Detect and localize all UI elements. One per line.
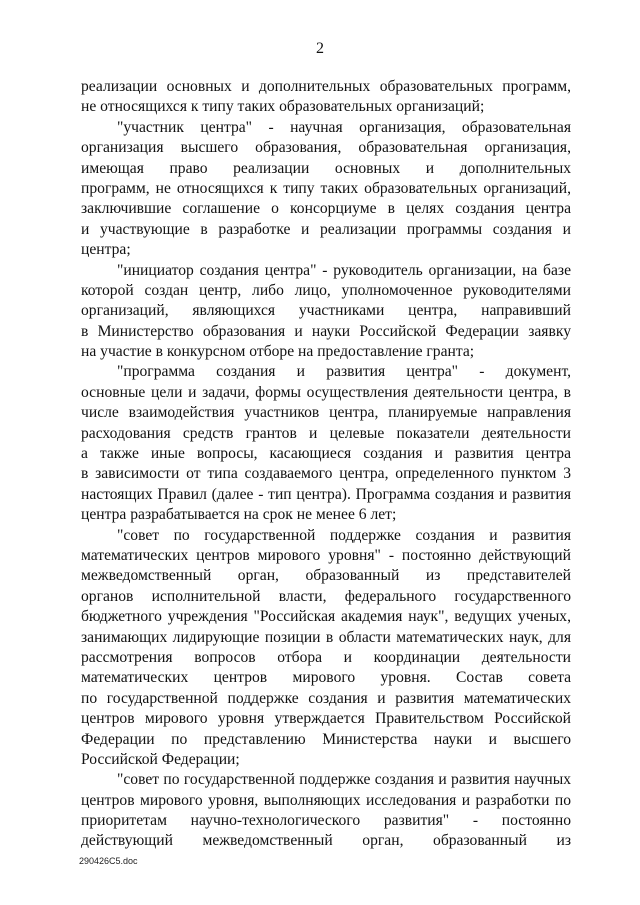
- page-number: 2: [316, 40, 324, 57]
- text-line: органов исполнительной власти, федерального государственного: [81, 587, 571, 605]
- text-line: расходования средств грантов и целевые показатели деятельности: [81, 424, 571, 442]
- text-line: Федерации по представлению Министерства науки и высшего: [81, 730, 571, 748]
- file-name-footer: 290426C5.doc: [79, 856, 138, 866]
- text-line: организаций, являющихся участниками центра, направивший: [81, 302, 571, 320]
- text-line: Российской Федерации;: [81, 750, 240, 768]
- text-line: "совет по государственной поддержке создания и развития научных: [117, 771, 571, 789]
- text-line: бюджетного учреждения "Российская академия наук", ведущих ученых,: [81, 608, 571, 626]
- text-line: центра разрабатывается на срок не менее 6 лет;: [81, 506, 397, 524]
- text-line: не относящихся к типу таких образовательных организаций;: [81, 98, 485, 116]
- document-body: [81, 77, 571, 852]
- text-line: центров мирового уровня утверждается Правительством Российской: [81, 710, 571, 728]
- text-line: математических центров мирового уровня. Состав совета: [81, 669, 571, 687]
- text-line: центра;: [81, 241, 131, 259]
- text-line: действующий межведомственный орган, образованный из: [81, 832, 571, 850]
- text-line: межведомственный орган, образованный из представителей: [81, 567, 571, 585]
- text-line: на участие в конкурсном отборе на предоставление гранта;: [81, 343, 475, 361]
- text-line: рассмотрения вопросов отбора и координации деятельности: [81, 648, 571, 666]
- text-line: реализации основных и дополнительных образовательных программ,: [81, 78, 571, 95]
- text-line: центров мирового уровня, выполняющих исследования и разработки по: [81, 791, 571, 809]
- text-line: по государственной поддержке создания и развития математических: [81, 689, 571, 707]
- text-line: в Министерство образования и науки Российской Федерации заявку: [81, 322, 571, 340]
- text-line: программ, не относящихся к типу таких образовательных организаций,: [81, 179, 571, 197]
- text-line: заключившие соглашение о консорциуме в целях создания центра: [81, 200, 571, 218]
- text-line: "участник центра" - научная организация, образовательная: [117, 118, 571, 136]
- text-line: математических центров мирового уровня" - постоянно действующий: [81, 546, 571, 564]
- text-line: "программа создания и развития центра" - документ,: [117, 363, 571, 381]
- text-line: которой создан центр, либо лицо, уполномоченное руководителями: [81, 281, 571, 299]
- text-line: в зависимости от типа создаваемого центра, определенного пунктом 3: [81, 465, 571, 483]
- text-line: "инициатор создания центра" - руководитель организации, на базе: [117, 261, 571, 279]
- text-line: занимающих лидирующие позиции в области математических наук, для: [81, 628, 571, 646]
- text-line: а также иные вопросы, касающиеся создания и развития центра: [81, 445, 571, 463]
- text-line: организация высшего образования, образовательная организация,: [81, 139, 571, 157]
- text-line: и участвующие в разработке и реализации программы создания и: [81, 220, 571, 238]
- text-line: настоящих Правил (далее - тип центра). Программа создания и развития: [81, 485, 571, 503]
- text-line: основные цели и задачи, формы осуществления деятельности центра, в: [81, 383, 571, 401]
- text-line: "совет по государственной поддержке создания и развития: [117, 526, 571, 544]
- text-line: приоритетам научно-технологического развития" - постоянно: [81, 812, 571, 830]
- text-line: имеющая право реализации основных и дополнительных: [81, 159, 571, 177]
- text-line: числе взаимодействия участников центра, планируемые направления: [81, 404, 571, 422]
